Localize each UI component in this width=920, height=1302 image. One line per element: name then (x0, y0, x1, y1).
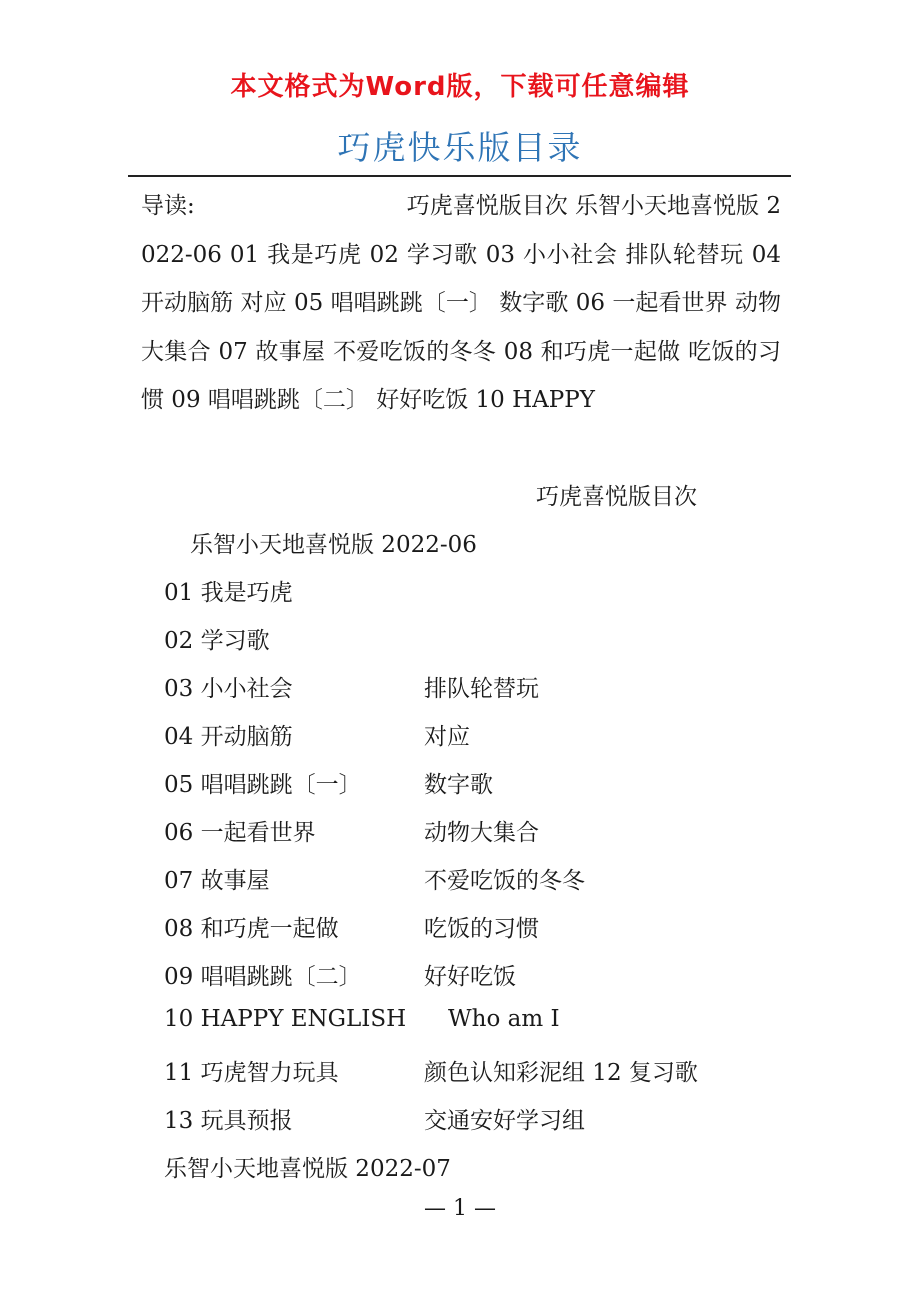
toc-item: 05 唱唱跳跳〔一〕 (164, 772, 362, 798)
toc-item: 06 一起看世界 (164, 820, 316, 846)
toc-item: 10 HAPPY ENGLISH (164, 1006, 407, 1032)
toc-item: 04 开动脑筋 (164, 724, 293, 750)
page-number: — 1 — (424, 1196, 496, 1221)
document-title: 巧虎快乐版目录 (337, 128, 583, 167)
toc-subitem: 数字歌 (424, 772, 493, 798)
toc-item: 07 故事屋 (164, 868, 270, 894)
toc-row (164, 574, 784, 614)
toc-row (164, 1102, 784, 1142)
edition-heading: 乐智小天地喜悦版 2022-06 (190, 532, 477, 558)
toc-subitem: 吃饭的习惯 (424, 916, 539, 942)
toc-subitem: 排队轮替玩 (424, 676, 539, 702)
toc-row (164, 1006, 784, 1046)
toc-item: 13 玩具预报 (164, 1108, 293, 1134)
toc-item: 02 学习歌 (164, 628, 270, 654)
title-divider (128, 175, 791, 177)
toc-item: 11 巧虎智力玩具 (164, 1060, 339, 1086)
toc-subitem: 好好吃饭 (424, 964, 516, 990)
toc-heading: 巧虎喜悦版目次 (536, 484, 697, 510)
toc-row (164, 910, 784, 950)
word-format-banner: 本文格式为Word版，下载可任意编辑 (230, 72, 690, 102)
intro-paragraph (141, 182, 781, 425)
toc-subitem: 动物大集合 (424, 820, 539, 846)
toc-item: 03 小小社会 (164, 676, 293, 702)
intro-text: 巧虎喜悦版目次 乐智小天地喜悦版 2022-06 01 我是巧虎 02 学习歌 03 小小社会 排队轮替玩 04 开动脑筋 对应 05 唱唱跳跳〔一〕 数字歌 06 一起看世界 动物大集合 07 故事屋 不爱吃饭的冬冬 08 和巧虎一起做 吃饭的习惯 09 唱唱跳跳〔二〕 好好吃饭 10 HAPPY (141, 193, 782, 413)
toc-row (164, 862, 784, 902)
intro-label: 导读: (141, 193, 195, 219)
toc-row (164, 958, 784, 998)
toc-row (164, 670, 784, 710)
toc-row (164, 1054, 784, 1094)
toc-subitem: 交通安好学习组 (424, 1108, 585, 1134)
toc-subitem: 不爱吃饭的冬冬 (424, 868, 585, 894)
toc-item: 09 唱唱跳跳〔二〕 (164, 964, 362, 990)
edition-heading: 乐智小天地喜悦版 2022-07 (164, 1156, 451, 1182)
toc-subitem: Who am I (448, 1006, 560, 1032)
toc-row (164, 814, 784, 854)
toc-row (164, 622, 784, 662)
toc-item: 08 和巧虎一起做 (164, 916, 339, 942)
toc-item: 01 我是巧虎 (164, 580, 293, 606)
toc-row (164, 766, 784, 806)
toc-subitem: 颜色认知彩泥组 12 复习歌 (424, 1060, 698, 1086)
toc-row (164, 718, 784, 758)
toc-subitem: 对应 (424, 724, 470, 750)
